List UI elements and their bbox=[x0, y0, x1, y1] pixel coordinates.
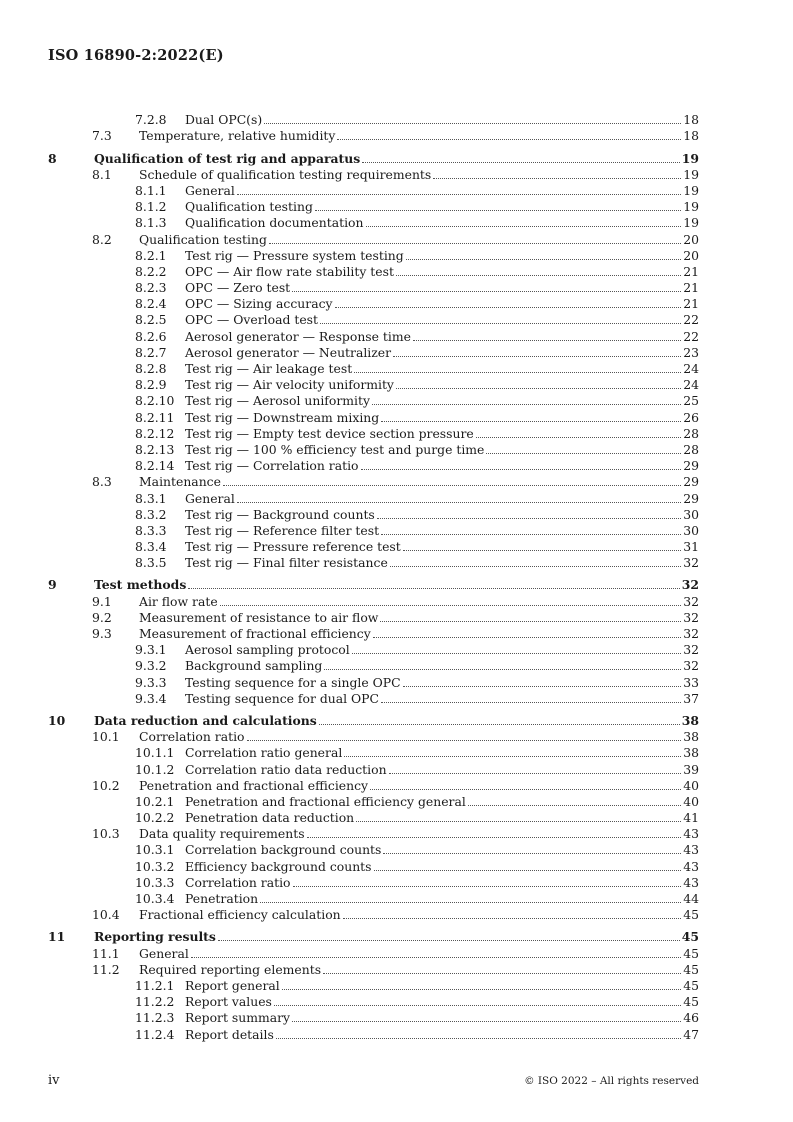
copyright-notice: © ISO 2022 – All rights reserved bbox=[524, 1075, 699, 1087]
toc-entry-number: 8.2.2 bbox=[135, 263, 167, 279]
toc-entry-page: 45 bbox=[683, 977, 699, 993]
toc-entry-number: 11.2.2 bbox=[135, 994, 175, 1010]
toc-dot-leader bbox=[237, 502, 681, 503]
toc-entry[interactable] bbox=[48, 458, 699, 474]
toc-entry-number: 10.2 bbox=[92, 777, 120, 793]
toc-entry-page: 38 bbox=[683, 745, 699, 761]
toc-entry-title: Dual OPC(s) bbox=[185, 112, 263, 128]
toc-entry-number: 8.2.8 bbox=[135, 361, 167, 376]
toc-entry[interactable] bbox=[48, 962, 699, 978]
toc-entry-page: 19 bbox=[683, 166, 699, 182]
toc-entry[interactable] bbox=[48, 264, 699, 280]
toc-entry[interactable] bbox=[48, 907, 699, 923]
toc-entry-number: 10.3.4 bbox=[135, 891, 175, 906]
toc-entry-number: 10.3.3 bbox=[135, 874, 175, 890]
toc-entry-page: 20 bbox=[683, 247, 699, 263]
toc-entry-title: Test rig — Empty test device section pressure bbox=[185, 425, 474, 441]
toc-entry-page: 43 bbox=[683, 826, 699, 842]
toc-dot-leader bbox=[344, 756, 681, 757]
toc-entry-title: Reporting results bbox=[94, 929, 216, 945]
toc-entry-title: General bbox=[185, 182, 235, 198]
toc-entry-page: 19 bbox=[681, 150, 699, 166]
toc-entry-number: 11.2.1 bbox=[135, 977, 175, 993]
toc-entry-page: 33 bbox=[683, 674, 699, 690]
toc-entry-number: 11 bbox=[48, 929, 66, 945]
toc-entry-title: Required reporting elements bbox=[139, 961, 322, 977]
toc-dot-leader bbox=[282, 989, 681, 990]
toc-dot-leader bbox=[292, 1021, 681, 1022]
toc-entry-title: Test methods bbox=[94, 577, 187, 593]
toc-entry-page: 19 bbox=[683, 215, 699, 231]
toc-entry-title: General bbox=[185, 490, 235, 506]
toc-entry-page: 28 bbox=[683, 425, 699, 441]
toc-entry-page: 47 bbox=[683, 1026, 699, 1042]
toc-entry-number: 9.1 bbox=[92, 593, 112, 609]
toc-dot-leader bbox=[335, 307, 682, 308]
toc-entry[interactable] bbox=[48, 328, 699, 344]
toc-entry-page: 43 bbox=[683, 858, 699, 874]
toc-entry-page: 30 bbox=[683, 522, 699, 538]
toc-dot-leader bbox=[276, 1038, 681, 1039]
toc-entry-number: 9.2 bbox=[92, 609, 112, 625]
toc-dot-leader bbox=[356, 821, 681, 822]
toc-entry-page: 38 bbox=[681, 712, 699, 728]
toc-dot-leader bbox=[293, 886, 682, 887]
toc-entry-title: Test rig — Aerosol uniformity bbox=[185, 393, 370, 409]
toc-entry[interactable] bbox=[48, 377, 699, 393]
toc-entry-number: 10.2.1 bbox=[135, 793, 175, 809]
toc-dot-leader bbox=[319, 724, 680, 725]
toc-dot-leader bbox=[366, 226, 682, 227]
toc-entry-number: 8 bbox=[48, 150, 57, 166]
toc-entry-page: 32 bbox=[681, 577, 699, 593]
toc-entry-number: 8.1 bbox=[92, 166, 112, 182]
toc-entry-number: 8.2.3 bbox=[135, 280, 167, 296]
toc-dot-leader bbox=[218, 940, 680, 941]
toc-entry[interactable] bbox=[48, 691, 699, 707]
toc-entry-number: 8.2.4 bbox=[135, 296, 167, 312]
toc-dot-leader bbox=[370, 789, 681, 790]
toc-entry-title: OPC — Overload test bbox=[185, 312, 318, 328]
toc-entry-title: Testing sequence for a single OPC bbox=[185, 674, 401, 690]
toc-entry[interactable] bbox=[48, 199, 699, 215]
toc-entry[interactable] bbox=[48, 150, 699, 166]
toc-entry-page: 32 bbox=[683, 642, 699, 658]
toc-entry-title: Test rig — Final filter resistance bbox=[185, 555, 388, 571]
toc-entry[interactable] bbox=[48, 891, 699, 907]
toc-entry-page: 32 bbox=[683, 626, 699, 641]
toc-entry-title: Report values bbox=[185, 994, 272, 1010]
toc-entry-title: General bbox=[139, 945, 189, 961]
toc-entry[interactable] bbox=[48, 626, 699, 642]
toc-entry-number: 10 bbox=[48, 712, 66, 728]
toc-entry-number: 8.3.1 bbox=[135, 490, 167, 506]
toc-entry-title: Report summary bbox=[185, 1010, 291, 1026]
toc-entry-title: Test rig — 100 % efficiency test and purge time bbox=[185, 441, 485, 457]
toc-entry-number: 9.3.3 bbox=[135, 674, 167, 690]
toc-dot-leader bbox=[377, 518, 681, 519]
toc-entry-number: 7.3 bbox=[92, 128, 112, 144]
toc-entry-title: OPC — Sizing accuracy bbox=[185, 296, 333, 312]
toc-entry[interactable] bbox=[48, 167, 699, 183]
toc-dot-leader bbox=[393, 356, 681, 357]
toc-entry-title: Report details bbox=[185, 1026, 274, 1042]
toc-entry-title: Aerosol generator — Neutralizer bbox=[185, 344, 392, 360]
toc-dot-leader bbox=[260, 902, 681, 903]
toc-entry[interactable] bbox=[48, 248, 699, 264]
toc-entry-title: OPC — Zero test bbox=[185, 280, 291, 296]
toc-dot-leader bbox=[476, 437, 681, 438]
toc-entry-number: 8.3 bbox=[92, 474, 112, 490]
toc-entry[interactable] bbox=[48, 994, 699, 1010]
toc-entry[interactable] bbox=[48, 361, 699, 377]
toc-entry-title: Test rig — Reference filter test bbox=[185, 522, 380, 538]
toc-entry-number: 8.3.5 bbox=[135, 555, 167, 571]
toc-entry-page: 40 bbox=[683, 793, 699, 809]
toc-entry-title: Penetration data reduction bbox=[185, 810, 355, 826]
toc-entry-title: Penetration and fractional efficiency bbox=[139, 777, 369, 793]
toc-dot-leader bbox=[383, 853, 681, 854]
toc-entry-page: 32 bbox=[683, 658, 699, 674]
toc-entry-title: Correlation ratio bbox=[139, 729, 245, 745]
toc-entry-page: 18 bbox=[683, 128, 699, 144]
toc-entry-page: 29 bbox=[683, 474, 699, 490]
toc-entry-title: Aerosol sampling protocol bbox=[185, 642, 350, 658]
toc-entry[interactable] bbox=[48, 858, 699, 874]
toc-entry-number: 11.2.3 bbox=[135, 1010, 175, 1026]
toc-entry-number: 7.2.8 bbox=[135, 112, 167, 128]
toc-dot-leader bbox=[389, 773, 682, 774]
toc-entry[interactable] bbox=[48, 128, 699, 144]
toc-entry[interactable] bbox=[48, 555, 699, 571]
toc-dot-leader bbox=[486, 453, 681, 454]
toc-dot-leader bbox=[354, 372, 681, 373]
toc-entry-title: Testing sequence for dual OPC bbox=[185, 690, 379, 706]
toc-entry-page: 26 bbox=[683, 409, 699, 425]
toc-dot-leader bbox=[247, 740, 682, 741]
toc-entry-number: 8.1.3 bbox=[135, 215, 167, 231]
toc-entry-page: 45 bbox=[683, 945, 699, 961]
toc-entry[interactable] bbox=[48, 593, 699, 609]
toc-dot-leader bbox=[396, 388, 681, 389]
toc-entry[interactable] bbox=[48, 539, 699, 555]
toc-entry-title: Measurement of resistance to air flow bbox=[139, 609, 379, 625]
toc-entry-number: 11.2.4 bbox=[135, 1026, 175, 1042]
toc-entry-page: 28 bbox=[683, 441, 699, 457]
toc-entry-page: 45 bbox=[683, 907, 699, 923]
toc-entry-page: 43 bbox=[683, 874, 699, 890]
toc-entry[interactable] bbox=[48, 978, 699, 994]
toc-entry-page: 29 bbox=[683, 458, 699, 474]
toc-entry-page: 43 bbox=[683, 842, 699, 858]
toc-entry-page: 32 bbox=[683, 593, 699, 609]
toc-dot-leader bbox=[264, 123, 681, 124]
toc-entry-page: 38 bbox=[683, 729, 699, 745]
toc-entry-title: Data reduction and calculations bbox=[94, 712, 317, 728]
toc-entry[interactable] bbox=[48, 112, 699, 128]
toc-entry-title: Test rig — Pressure system testing bbox=[185, 247, 404, 263]
toc-entry-number: 8.2 bbox=[92, 231, 112, 247]
toc-entry-page: 40 bbox=[683, 777, 699, 793]
toc-entry-title: Background sampling bbox=[185, 658, 323, 674]
toc-entry[interactable] bbox=[48, 393, 699, 409]
toc-entry-number: 8.1.2 bbox=[135, 199, 167, 215]
toc-entry-number: 10.2.2 bbox=[135, 810, 175, 826]
toc-entry-title: Qualification testing bbox=[185, 199, 313, 215]
toc-entry-title: Test rig — Air leakage test bbox=[185, 361, 353, 376]
toc-entry-page: 24 bbox=[683, 361, 699, 376]
toc-dot-leader bbox=[274, 1005, 681, 1006]
toc-entry[interactable] bbox=[48, 442, 699, 458]
toc-entry-number: 9.3.1 bbox=[135, 642, 167, 658]
toc-dot-leader bbox=[324, 669, 681, 670]
toc-dot-leader bbox=[390, 566, 681, 567]
toc-entry-page: 30 bbox=[683, 506, 699, 522]
toc-entry-title: Qualification documentation bbox=[185, 215, 364, 231]
toc-entry-number: 10.3 bbox=[92, 826, 120, 842]
toc-entry-page: 45 bbox=[681, 929, 699, 945]
toc-entry-page: 24 bbox=[683, 377, 699, 393]
toc-entry-number: 8.2.11 bbox=[135, 409, 175, 425]
toc-dot-leader bbox=[337, 139, 681, 140]
toc-entry[interactable] bbox=[48, 778, 699, 794]
toc-entry-number: 8.2.7 bbox=[135, 344, 167, 360]
toc-entry-page: 45 bbox=[683, 994, 699, 1010]
toc-entry-page: 29 bbox=[683, 490, 699, 506]
toc-dot-leader bbox=[307, 837, 682, 838]
toc-entry[interactable] bbox=[48, 523, 699, 539]
toc-entry-title: Correlation ratio bbox=[185, 874, 291, 890]
toc-entry[interactable] bbox=[48, 826, 699, 842]
toc-entry-title: Schedule of qualification testing requirements bbox=[139, 166, 432, 182]
toc-entry-page: 19 bbox=[683, 199, 699, 215]
toc-entry-number: 9.3.2 bbox=[135, 658, 167, 674]
toc-entry[interactable] bbox=[48, 507, 699, 523]
toc-entry[interactable] bbox=[48, 409, 699, 425]
toc-dot-leader bbox=[362, 162, 680, 163]
toc-entry-number: 9 bbox=[48, 577, 57, 593]
toc-dot-leader bbox=[396, 275, 681, 276]
toc-entry-title: Data quality requirements bbox=[139, 826, 305, 842]
toc-dot-leader bbox=[381, 702, 681, 703]
toc-entry-page: 32 bbox=[683, 609, 699, 625]
toc-entry-title: Test rig — Air velocity uniformity bbox=[185, 377, 394, 393]
toc-entry-number: 8.2.12 bbox=[135, 425, 175, 441]
toc-entry-title: Measurement of fractional efficiency bbox=[139, 626, 371, 641]
toc-entry-number: 10.3.1 bbox=[135, 842, 175, 858]
toc-entry-number: 8.2.13 bbox=[135, 441, 175, 457]
toc-entry-page: 25 bbox=[683, 393, 699, 409]
toc-entry-number: 10.3.2 bbox=[135, 858, 175, 874]
toc-entry[interactable] bbox=[48, 1010, 699, 1026]
toc-entry[interactable] bbox=[48, 215, 699, 231]
toc-dot-leader bbox=[320, 323, 681, 324]
toc-entry[interactable] bbox=[48, 610, 699, 626]
toc-entry-number: 8.3.2 bbox=[135, 506, 167, 522]
toc-entry-title: Maintenance bbox=[139, 474, 221, 490]
toc-entry-number: 10.1 bbox=[92, 729, 120, 745]
toc-entry-number: 8.2.10 bbox=[135, 393, 175, 409]
toc-entry-title: Correlation ratio general bbox=[185, 745, 343, 761]
toc-dot-leader bbox=[374, 870, 682, 871]
toc-dot-leader bbox=[292, 291, 681, 292]
toc-entry[interactable] bbox=[48, 658, 699, 674]
toc-entry-title: Test rig — Downstream mixing bbox=[185, 409, 380, 425]
toc-entry-number: 8.1.1 bbox=[135, 182, 167, 198]
toc-entry[interactable] bbox=[48, 577, 699, 593]
toc-entry[interactable] bbox=[48, 745, 699, 761]
toc-entry-number: 9.3 bbox=[92, 626, 112, 641]
page-number: iv bbox=[48, 1073, 60, 1088]
toc-entry[interactable] bbox=[48, 280, 699, 296]
toc-dot-leader bbox=[323, 973, 681, 974]
toc-entry-page: 44 bbox=[683, 891, 699, 906]
toc-entry-number: 8.2.5 bbox=[135, 312, 167, 328]
toc-dot-leader bbox=[406, 259, 681, 260]
toc-entry-number: 8.3.3 bbox=[135, 522, 167, 538]
toc-entry-number: 8.2.14 bbox=[135, 458, 175, 474]
toc-entry-page: 21 bbox=[683, 296, 699, 312]
toc-dot-leader bbox=[373, 637, 681, 638]
toc-entry-number: 8.2.9 bbox=[135, 377, 167, 393]
toc-dot-leader bbox=[372, 404, 681, 405]
toc-dot-leader bbox=[315, 210, 681, 211]
toc-entry-number: 11.2 bbox=[92, 961, 120, 977]
toc-entry-title: OPC — Air flow rate stability test bbox=[185, 263, 394, 279]
toc-entry-page: 19 bbox=[683, 182, 699, 198]
toc-dot-leader bbox=[413, 340, 681, 341]
toc-entry[interactable] bbox=[48, 810, 699, 826]
toc-entry[interactable] bbox=[48, 426, 699, 442]
toc-entry-number: 10.1.2 bbox=[135, 761, 175, 777]
toc-entry[interactable] bbox=[48, 794, 699, 810]
toc-entry-page: 22 bbox=[683, 328, 699, 344]
toc-dot-leader bbox=[237, 194, 681, 195]
toc-entry[interactable] bbox=[48, 674, 699, 690]
toc-entry-number: 8.2.1 bbox=[135, 247, 167, 263]
toc-entry[interactable] bbox=[48, 761, 699, 777]
toc-entry-page: 22 bbox=[683, 312, 699, 328]
toc-entry-title: Qualification of test rig and apparatus bbox=[94, 150, 361, 166]
toc-entry[interactable] bbox=[48, 642, 699, 658]
toc-dot-leader bbox=[403, 550, 681, 551]
toc-dot-leader bbox=[220, 605, 682, 606]
toc-entry-number: 10.4 bbox=[92, 907, 120, 923]
toc-entry-title: Temperature, relative humidity bbox=[139, 128, 336, 144]
toc-dot-leader bbox=[433, 178, 681, 179]
toc-entry[interactable] bbox=[48, 945, 699, 961]
toc-entry[interactable] bbox=[48, 875, 699, 891]
toc-entry-page: 21 bbox=[683, 263, 699, 279]
toc-dot-leader bbox=[352, 653, 682, 654]
toc-entry[interactable] bbox=[48, 312, 699, 328]
toc-dot-leader bbox=[381, 421, 681, 422]
toc-entry-number: 9.3.4 bbox=[135, 690, 167, 706]
toc-entry-title: Aerosol generator — Response time bbox=[185, 328, 411, 344]
toc-entry-page: 45 bbox=[683, 961, 699, 977]
toc-entry[interactable] bbox=[48, 183, 699, 199]
toc-entry-page: 23 bbox=[683, 344, 699, 360]
toc-entry-number: 10.1.1 bbox=[135, 745, 175, 761]
toc-entry-title: Efficiency background counts bbox=[185, 858, 372, 874]
toc-entry-page: 31 bbox=[683, 539, 699, 555]
toc-entry-number: 8.3.4 bbox=[135, 539, 167, 555]
toc-dot-leader bbox=[403, 686, 682, 687]
toc-entry-title: Test rig — Background counts bbox=[185, 506, 375, 522]
toc-entry[interactable] bbox=[48, 231, 699, 247]
toc-entry[interactable] bbox=[48, 490, 699, 506]
toc-entry[interactable] bbox=[48, 296, 699, 312]
toc-entry-page: 32 bbox=[683, 555, 699, 571]
toc-entry-title: Qualification testing bbox=[139, 231, 267, 247]
toc-dot-leader bbox=[269, 243, 681, 244]
toc-dot-leader bbox=[468, 805, 681, 806]
toc-entry[interactable] bbox=[48, 713, 699, 729]
toc-entry-title: Correlation background counts bbox=[185, 842, 382, 858]
toc-entry-title: Air flow rate bbox=[139, 593, 218, 609]
toc-entry-title: Penetration bbox=[185, 891, 259, 906]
toc-dot-leader bbox=[343, 918, 682, 919]
toc-entry-page: 37 bbox=[683, 690, 699, 706]
toc-entry-title: Fractional efficiency calculation bbox=[139, 907, 341, 923]
toc-entry-page: 41 bbox=[683, 810, 699, 826]
toc-entry[interactable] bbox=[48, 929, 699, 945]
toc-entry-number: 8.2.6 bbox=[135, 328, 167, 344]
toc-dot-leader bbox=[188, 588, 679, 589]
toc-entry-page: 20 bbox=[683, 231, 699, 247]
toc-entry-page: 39 bbox=[683, 761, 699, 777]
toc-entry-number: 11.1 bbox=[92, 945, 120, 961]
toc-entry-page: 21 bbox=[683, 280, 699, 296]
toc-entry[interactable] bbox=[48, 729, 699, 745]
table-of-contents bbox=[48, 112, 699, 1043]
toc-dot-leader bbox=[191, 957, 681, 958]
toc-entry-title: Correlation ratio data reduction bbox=[185, 761, 387, 777]
toc-entry[interactable] bbox=[48, 474, 699, 490]
toc-dot-leader bbox=[361, 469, 682, 470]
toc-entry-title: Test rig — Pressure reference test bbox=[185, 539, 401, 555]
toc-entry[interactable] bbox=[48, 1026, 699, 1042]
toc-entry[interactable] bbox=[48, 842, 699, 858]
toc-entry-title: Test rig — Correlation ratio bbox=[185, 458, 359, 474]
toc-entry-title: Report general bbox=[185, 977, 280, 993]
toc-entry-title: Penetration and fractional efficiency general bbox=[185, 793, 466, 809]
toc-entry-page: 46 bbox=[683, 1010, 699, 1026]
toc-dot-leader bbox=[380, 621, 681, 622]
toc-dot-leader bbox=[381, 534, 681, 535]
toc-entry-page: 18 bbox=[683, 112, 699, 128]
toc-entry[interactable] bbox=[48, 345, 699, 361]
toc-dot-leader bbox=[223, 485, 681, 486]
document-id-header: ISO 16890-2:2022(E) bbox=[48, 47, 224, 64]
